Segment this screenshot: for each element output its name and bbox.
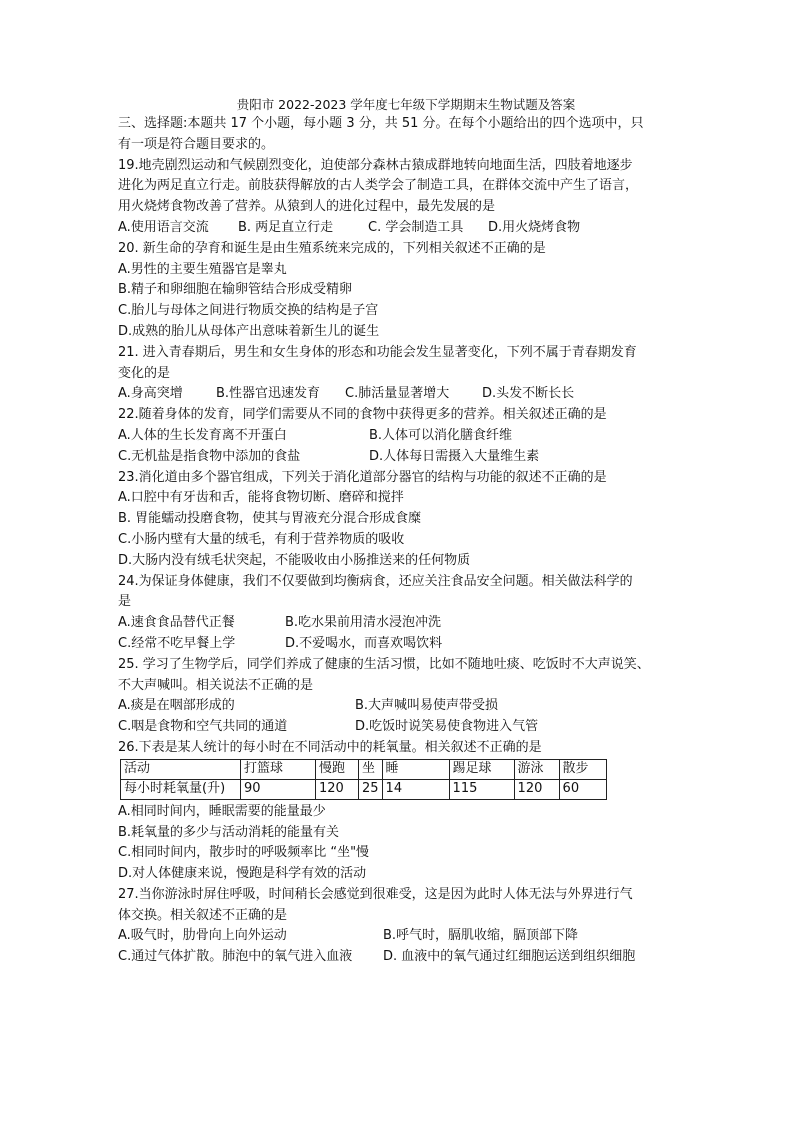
- q25-option-b: B.大声喊叫易使声带受损: [355, 698, 499, 714]
- q26-table-header-cell: 坐: [359, 759, 383, 779]
- q19-stem-line-3: 用火烧烤食物改善了营养。从猿到人的进化过程中，最先发展的是: [118, 199, 496, 215]
- q27-option-d: D. 血液中的氧气通过红细胞运送到组织细胞: [383, 949, 636, 965]
- q19-option-b: B. 两足直立行走: [238, 219, 334, 235]
- q26-option-d: D.对人体健康来说，慢跑是科学有效的活动: [118, 866, 367, 882]
- q27-option-c: C.通过气体扩散。肺泡中的氧气进入血液: [118, 949, 353, 965]
- q27-stem-line-1: 27.当你游泳时屏住呼吸，时间稍长会感觉到很难受，这是因为此时人体无法与外界进行气: [118, 886, 633, 902]
- q26-table-value-cell: 115: [449, 779, 514, 799]
- q23-option-c: C.小肠内壁有大量的绒毛，有利于营养物质的吸收: [118, 531, 405, 547]
- q22-option-d: D.人体每日需摄入大量维生素: [369, 448, 540, 464]
- q21-option-a: A.身高突增: [118, 386, 183, 402]
- q19-options: [118, 218, 678, 239]
- q21-stem-line-1: 21. 进入青春期后，男生和女生身体的形态和功能会发生显著变化，下列不属于青春期发育: [118, 344, 637, 360]
- q26-option-c: C.相同时间内，散步时的呼吸频率比 “坐"慢: [118, 845, 370, 861]
- q25-option-c: C.咽是食物和空气共同的通道: [118, 719, 288, 735]
- q26-option-b: B.耗氧量的多少与活动消耗的能量有关: [118, 824, 340, 840]
- q26-table-header-row: [121, 759, 607, 779]
- q19-stem-line-2: 进化为两足直立行走。前肢获得解放的古人类学会了制造工具，在群体交流中产生了语言，: [118, 178, 639, 194]
- q26-stem: 26.下表是某人统计的每小时在不同活动中的耗氧量。相关叙述不正确的是: [118, 739, 542, 755]
- page-title: 贵阳市 2022-2023 学年度七年级下学期期末生物试题及答案: [236, 97, 576, 112]
- q25-option-d: D.吃饭时说笑易使食物进入气管: [355, 719, 539, 735]
- q21-option-b: B.性器官迅速发育: [216, 386, 321, 402]
- q20-option-b: B.精子和卵细胞在输卵管结合形成受精卵: [118, 282, 353, 298]
- section-intro-line-2: 有一项是符合题目要求的。: [118, 136, 275, 152]
- q20-stem: 20. 新生命的孕育和诞生是由生殖系统来完成的，下列相关叙述不正确的是: [118, 240, 546, 256]
- q22-option-a: A.人体的生长发育离不开蛋白: [118, 427, 287, 443]
- q26-table-header-cell: 慢跑: [316, 759, 359, 779]
- q23-option-b: B. 胃能蠕动投磨食物，使其与胃液充分混合形成食糜: [118, 511, 422, 527]
- q26-table-value-cell: 90: [241, 779, 316, 799]
- q24-stem-line-1: 24.为保证身体健康，我们不仅要做到均衡病食，还应关注食品安全问题。相关做法科学的: [118, 573, 633, 589]
- q27-options-row-2: [118, 947, 678, 968]
- q23-option-a: A.口腔中有牙齿和舌，能将食物切断、磨碎和搅拌: [118, 490, 404, 506]
- q26-table-header-cell: 活动: [121, 759, 241, 779]
- q20-option-c: C.胎儿与母体之间进行物质交换的结构是子宫: [118, 303, 379, 319]
- q27-stem-line-2: 体交换。相关叙述不正确的是: [118, 907, 288, 923]
- q25-stem-line-2: 不大声喊叫。相关说法不正确的是: [118, 677, 314, 693]
- q24-option-d: D.不爱喝水，而喜欢喝饮料: [285, 635, 443, 651]
- q19-option-a: A.使用语言交流: [118, 219, 209, 235]
- q24-option-a: A.速食食品替代正餐: [118, 615, 235, 631]
- q26-table-header-cell: 散步: [559, 759, 606, 779]
- q25-option-a: A.痰是在咽部形成的: [118, 698, 235, 714]
- section-intro-line-1: 三、选择题:本题共 17 个小题，每小题 3 分，共 51 分。在每个小题给出的四个选项中，只: [118, 116, 644, 131]
- q26-table-value-cell: 60: [559, 779, 606, 799]
- exam-content: [118, 96, 678, 968]
- q20-option-d: D.成熟的胎儿从母体产出意味着新生儿的诞生: [118, 323, 380, 339]
- q22-options-row-2: [118, 447, 678, 468]
- q21-options: [118, 384, 678, 405]
- q19-stem-line-1: 19.地壳剧烈运动和气候剧烈变化，迫使部分森林古猿成群地转向地面生活，四肢着地逐步: [118, 157, 633, 173]
- q24-option-c: C.经常不吃早餐上学: [118, 635, 236, 651]
- q26-table-value-row: [121, 779, 607, 799]
- q23-option-d: D.大肠内没有绒毛状突起，不能吸收由小肠推送来的任何物质: [118, 552, 471, 568]
- q19-option-c: C. 学会制造工具: [368, 219, 464, 235]
- q26-table-header-cell: 睡: [382, 759, 449, 779]
- q26-table-header-cell: 踢足球: [449, 759, 514, 779]
- q20-option-a: A.男性的主要生殖器官是睾丸: [118, 261, 287, 277]
- q26-table-value-cell: 120: [316, 779, 359, 799]
- q21-option-c: C.肺活量显著增大: [345, 386, 450, 402]
- q26-table-header-cell: 游泳: [514, 759, 559, 779]
- q21-stem-line-2: 变化的是: [118, 365, 171, 381]
- q27-option-a: A.吸气时，肋骨向上向外运动: [118, 928, 287, 944]
- q24-stem-line-2: 是: [118, 594, 132, 610]
- q22-option-b: B.人体可以消化膳食纤维: [369, 427, 513, 443]
- q25-stem-line-1: 25. 学习了生物学后，同学们养成了健康的生活习惯，比如不随地吐痰、吃饭时不大声说笑、: [118, 656, 650, 672]
- q24-option-b: B.吃水果前用清水浸泡冲洗: [285, 615, 442, 631]
- q19-option-d: D.用火烧烤食物: [488, 219, 581, 235]
- q21-option-d: D.头发不断长长: [482, 386, 575, 402]
- q24-options-row-2: [118, 634, 678, 655]
- q22-option-c: C.无机盐是指食物中添加的食盐: [118, 448, 301, 464]
- q26-table-value-cell: 每小时耗氧量(升): [121, 779, 241, 799]
- q27-option-b: B.呼气时，膈肌收缩，膈顶部下降: [383, 928, 579, 944]
- q26-table-value-cell: 14: [382, 779, 449, 799]
- q25-options-row-2: [118, 717, 678, 738]
- q26-table-header-cell: 打篮球: [241, 759, 316, 779]
- q26-oxygen-table: [120, 759, 607, 800]
- q23-stem: 23.消化道由多个器官组成，下列关于消化道部分器官的结构与功能的叙述不正确的是: [118, 469, 607, 485]
- q26-table-value-cell: 25: [359, 779, 383, 799]
- q25-options-row-1: [118, 696, 678, 717]
- q27-options-row-1: [118, 926, 678, 947]
- q22-stem: 22.随着身体的发育，同学们需要从不同的食物中获得更多的营养。相关叙述正确的是: [118, 407, 607, 423]
- q24-options-row-1: [118, 613, 678, 634]
- q26-table-value-cell: 120: [514, 779, 559, 799]
- q22-options-row-1: [118, 426, 678, 447]
- q26-option-a: A.相同时间内，睡眠需要的能量最少: [118, 803, 326, 819]
